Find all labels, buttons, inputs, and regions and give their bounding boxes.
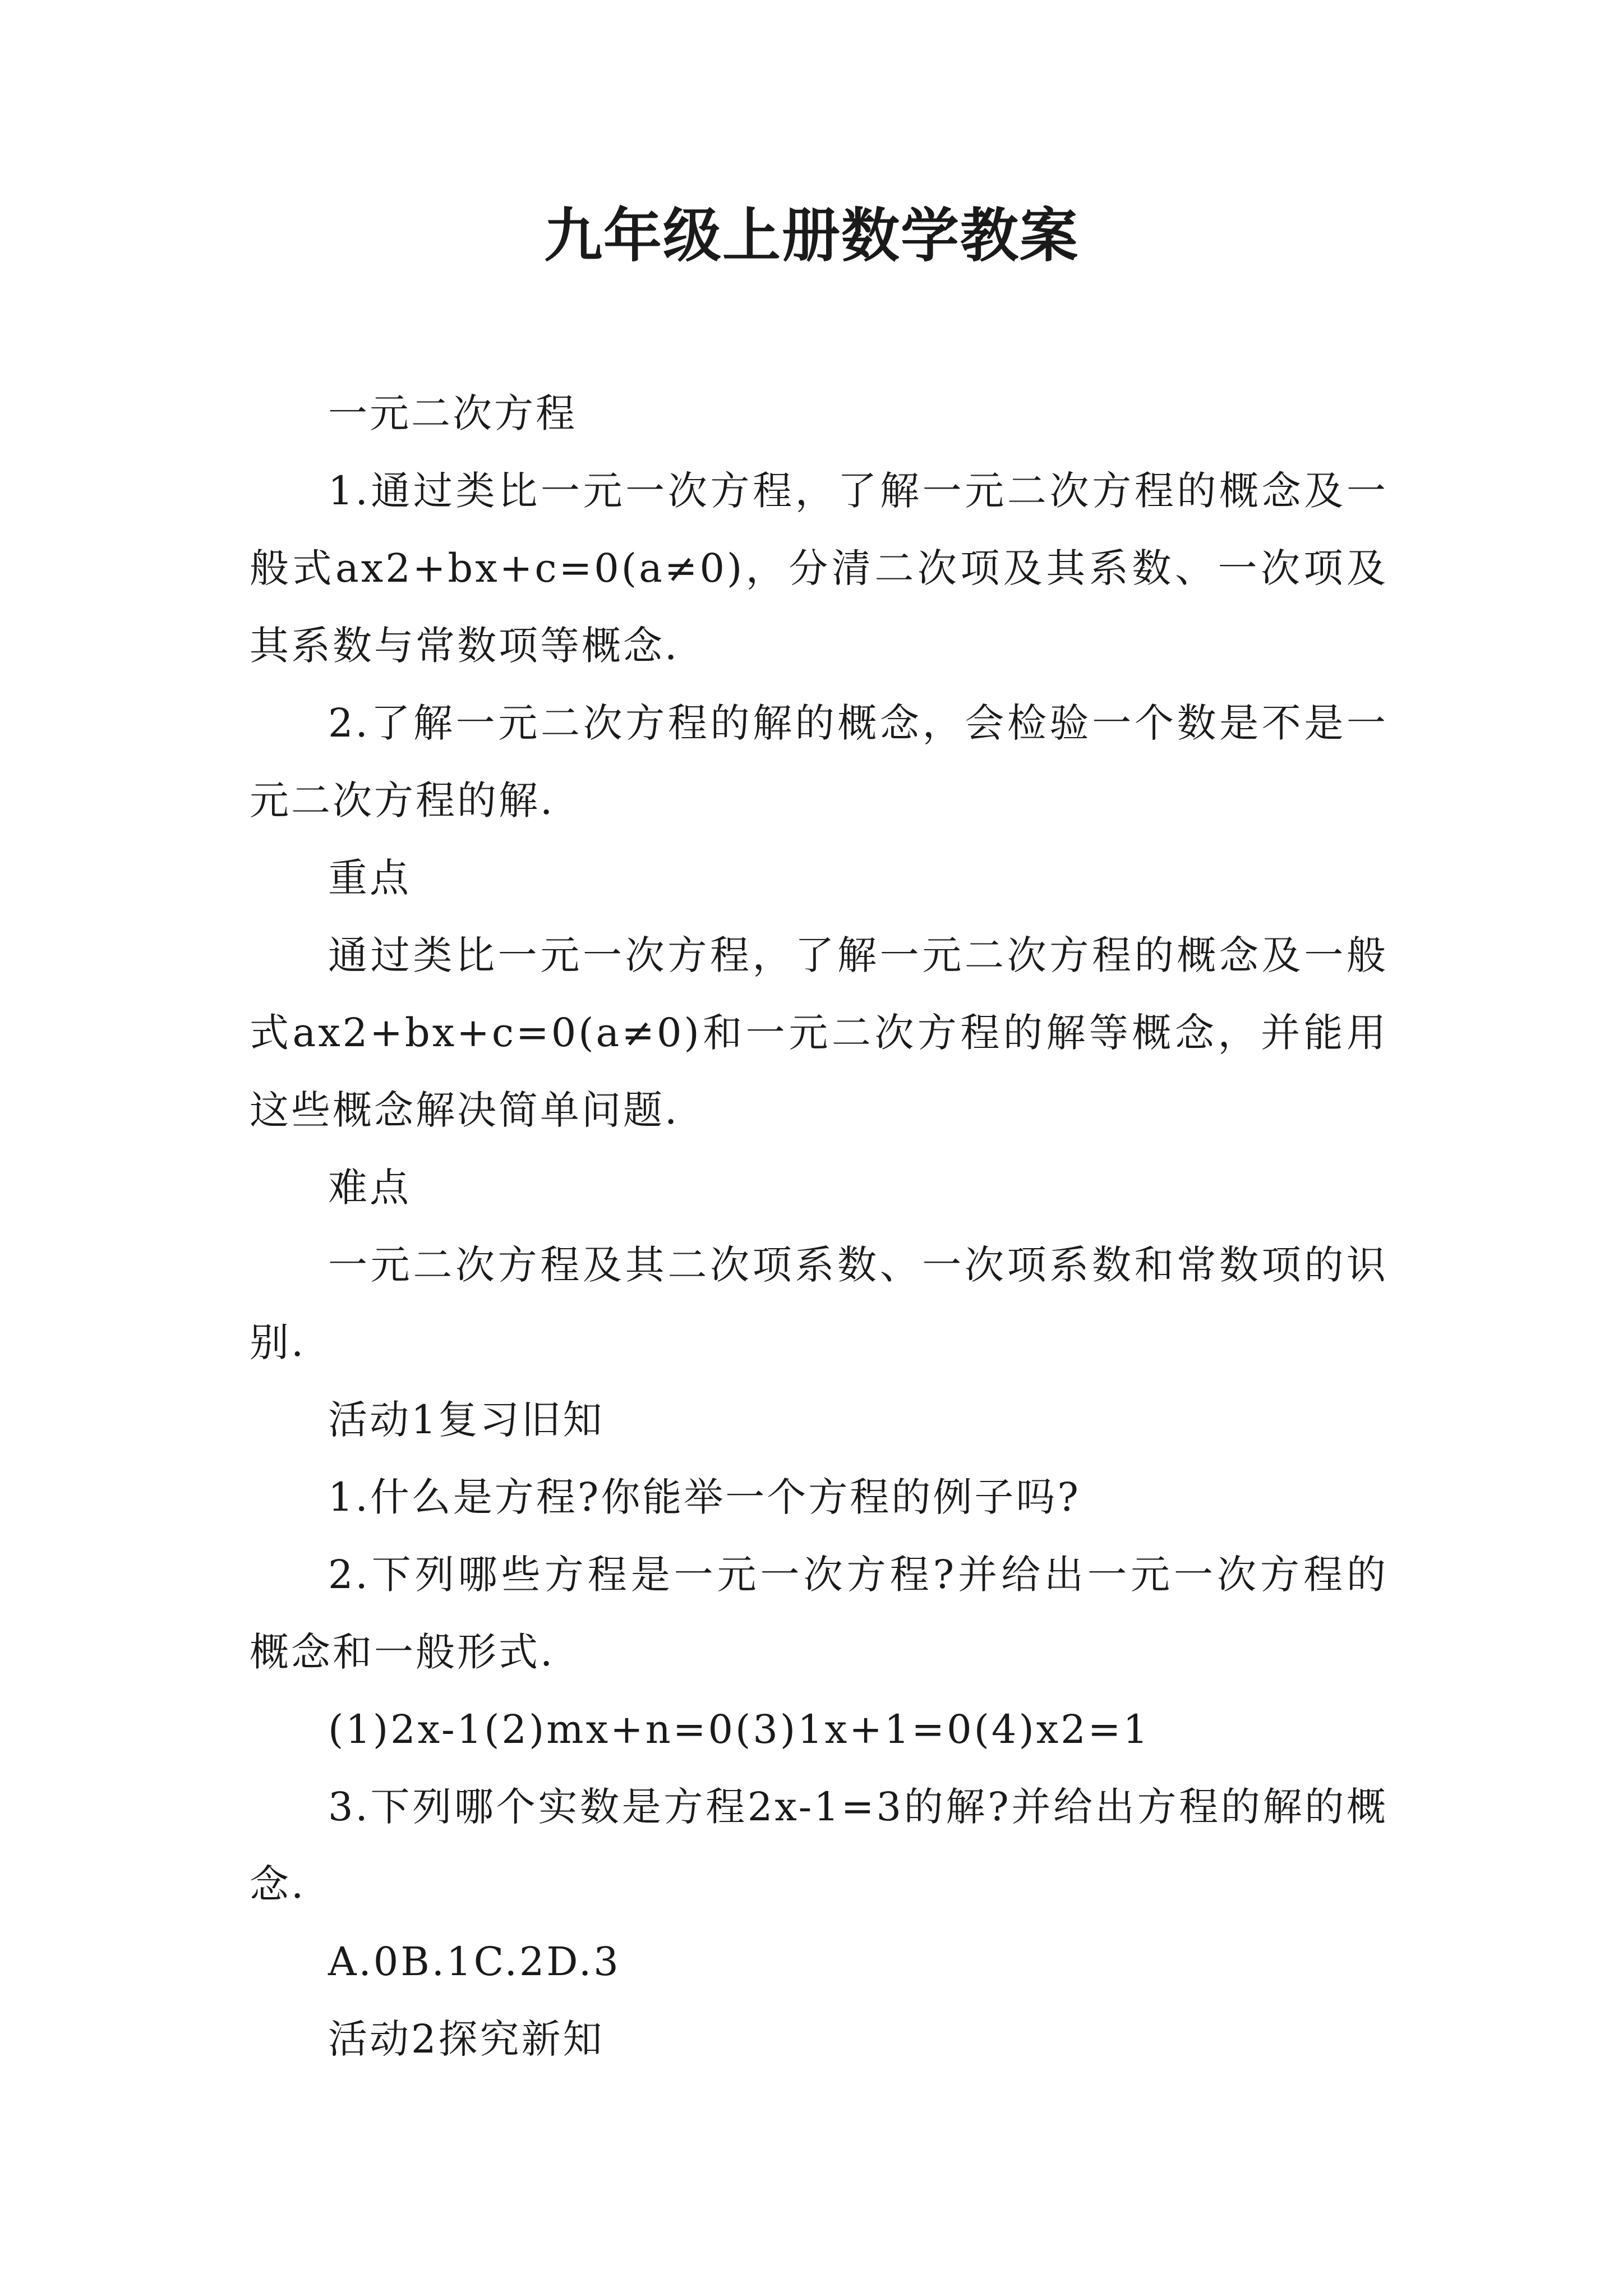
objective-paragraph-2: 2.了解一元二次方程的解的概念，会检验一个数是不是一元二次方程的解. [250,700,1388,823]
activity-1-equation-list: (1)2x-1(2)mx+n=0(3)1x+1=0(4)x2=1 [328,1706,1150,1752]
activity-1-heading: 活动1复习旧知 [328,1397,605,1443]
key-point-paragraph: 通过类比一元一次方程，了解一元二次方程的概念及一般式ax2+bx+c=0(a≠0)和一元二次方程的解等概念，并能用这些概念解决简单问题. [250,932,1388,1133]
objective-paragraph-1: 1.通过类比一元一次方程，了解一元二次方程的概念及一般式ax2+bx+c=0(a≠0)，分清二次项及其系数、一次项及其系数与常数项等概念. [250,468,1388,669]
activity-1-question-2: 2.下列哪些方程是一元一次方程?并给出一元一次方程的概念和一般形式. [250,1552,1388,1675]
activity-2-heading: 活动2探究新知 [328,2016,605,2062]
document-body [250,375,1388,2078]
activity-1-question-3: 3.下列哪个实数是方程2x-1=3的解?并给出方程的解的概念. [250,1784,1388,1907]
activity-1-question-1: 1.什么是方程?你能举一个方程的例子吗? [328,1474,1081,1520]
document-title: 九年级上册数学教案 [543,201,1079,270]
difficulty-heading: 难点 [328,1165,411,1211]
key-point-heading: 重点 [328,855,411,901]
section-heading-quadratic-equation: 一元二次方程 [328,390,577,436]
activity-1-answer-choices: A.0B.1C.2D.3 [328,1939,621,1985]
difficulty-paragraph: 一元二次方程及其二次项系数、一次项系数和常数项的识别. [250,1242,1388,1365]
